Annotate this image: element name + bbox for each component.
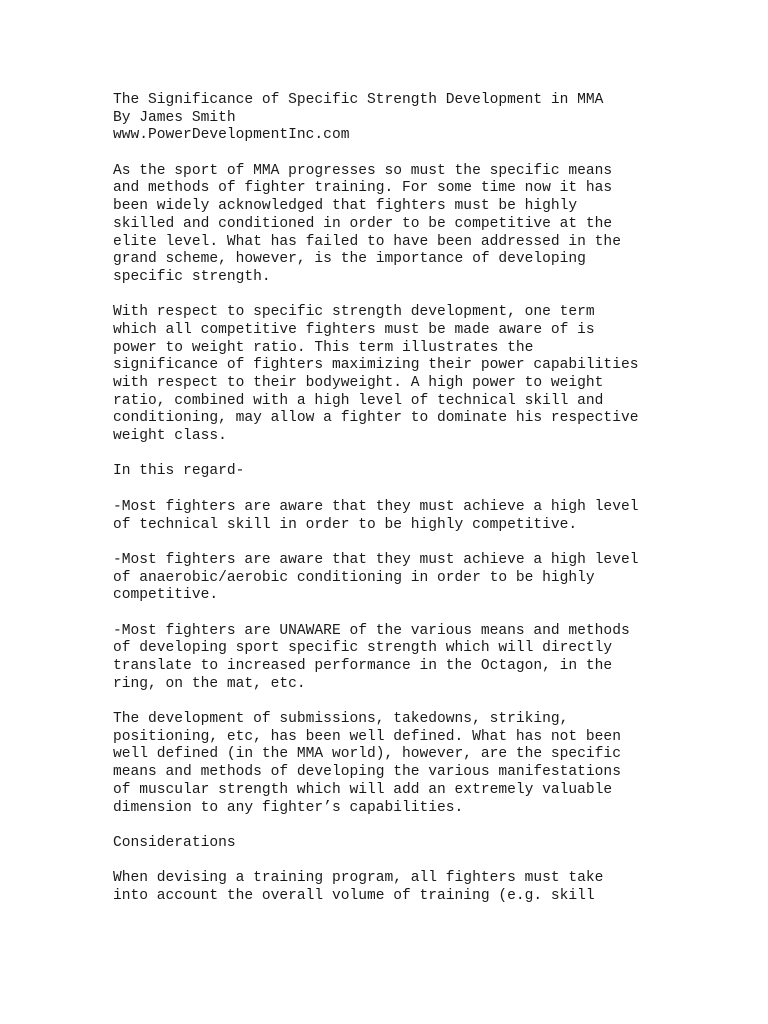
text-line: significance of fighters maximizing their power capabilities bbox=[113, 357, 639, 374]
text-line: ring, on the mat, etc. bbox=[113, 675, 306, 692]
text-line: translate to increased performance in the Octagon, in the bbox=[113, 658, 613, 674]
paragraph bbox=[113, 623, 713, 694]
text-line: With respect to specific strength development, one term bbox=[113, 304, 595, 321]
text-line: well defined (in the MMA world), however, are the specific bbox=[113, 746, 621, 763]
text-line: -Most fighters are aware that they must achieve a high level bbox=[113, 498, 639, 515]
text-line: of developing sport specific strength which will directly bbox=[113, 640, 613, 657]
paragraph bbox=[113, 499, 713, 534]
text-line: elite level. What has failed to have been addressed in the bbox=[113, 233, 621, 250]
text-line: The development of submissions, takedowns, striking, bbox=[113, 711, 569, 728]
text-line: dimension to any fighter’s capabilities. bbox=[113, 799, 464, 816]
document-page bbox=[113, 92, 713, 923]
author-byline: By James Smith bbox=[113, 109, 236, 126]
document-title: The Significance of Specific Strength Development in MMA bbox=[113, 92, 604, 108]
text-line: means and methods of developing the various manifestations bbox=[113, 764, 621, 781]
text-line: of anaerobic/aerobic conditioning in order to be highly bbox=[113, 569, 595, 586]
text-line: been widely acknowledged that fighters must be highly bbox=[113, 198, 578, 215]
paragraph bbox=[113, 552, 713, 605]
text-line: into account the overall volume of training (e.g. skill bbox=[113, 887, 595, 904]
text-line: grand scheme, however, is the importance of developing bbox=[113, 251, 586, 268]
text-line: skilled and conditioned in order to be competitive at the bbox=[113, 215, 613, 232]
text-line: -Most fighters are UNAWARE of the various means and methods bbox=[113, 622, 630, 639]
document-body bbox=[113, 163, 713, 906]
text-line: of muscular strength which will add an extremely valuable bbox=[113, 781, 613, 798]
website-url: www.PowerDevelopmentInc.com bbox=[113, 127, 350, 144]
text-line: When devising a training program, all fighters must take bbox=[113, 870, 604, 887]
text-line: positioning, etc, has been well defined. What has not been bbox=[113, 728, 621, 745]
text-line: conditioning, may allow a fighter to dominate his respective bbox=[113, 410, 639, 427]
text-line: and methods of fighter training. For some time now it has bbox=[113, 180, 613, 197]
paragraph bbox=[113, 870, 713, 905]
paragraph bbox=[113, 835, 713, 853]
paragraph bbox=[113, 304, 713, 446]
text-line: weight class. bbox=[113, 428, 227, 445]
text-line: ratio, combined with a high level of technical skill and bbox=[113, 392, 604, 409]
text-line: In this regard- bbox=[113, 463, 245, 480]
text-line: with respect to their bodyweight. A high power to weight bbox=[113, 375, 604, 391]
text-line: Considerations bbox=[113, 834, 236, 851]
document-header bbox=[113, 92, 713, 145]
text-line: -Most fighters are aware that they must achieve a high level bbox=[113, 551, 639, 568]
paragraph bbox=[113, 163, 713, 287]
text-line: which all competitive fighters must be made aware of is bbox=[113, 321, 595, 338]
text-line: As the sport of MMA progresses so must the specific means bbox=[113, 162, 613, 179]
text-line: of technical skill in order to be highly competitive. bbox=[113, 516, 578, 533]
text-line: specific strength. bbox=[113, 268, 271, 285]
text-line: power to weight ratio. This term illustrates the bbox=[113, 339, 534, 356]
paragraph bbox=[113, 711, 713, 817]
text-line: competitive. bbox=[113, 587, 219, 604]
paragraph bbox=[113, 463, 713, 481]
